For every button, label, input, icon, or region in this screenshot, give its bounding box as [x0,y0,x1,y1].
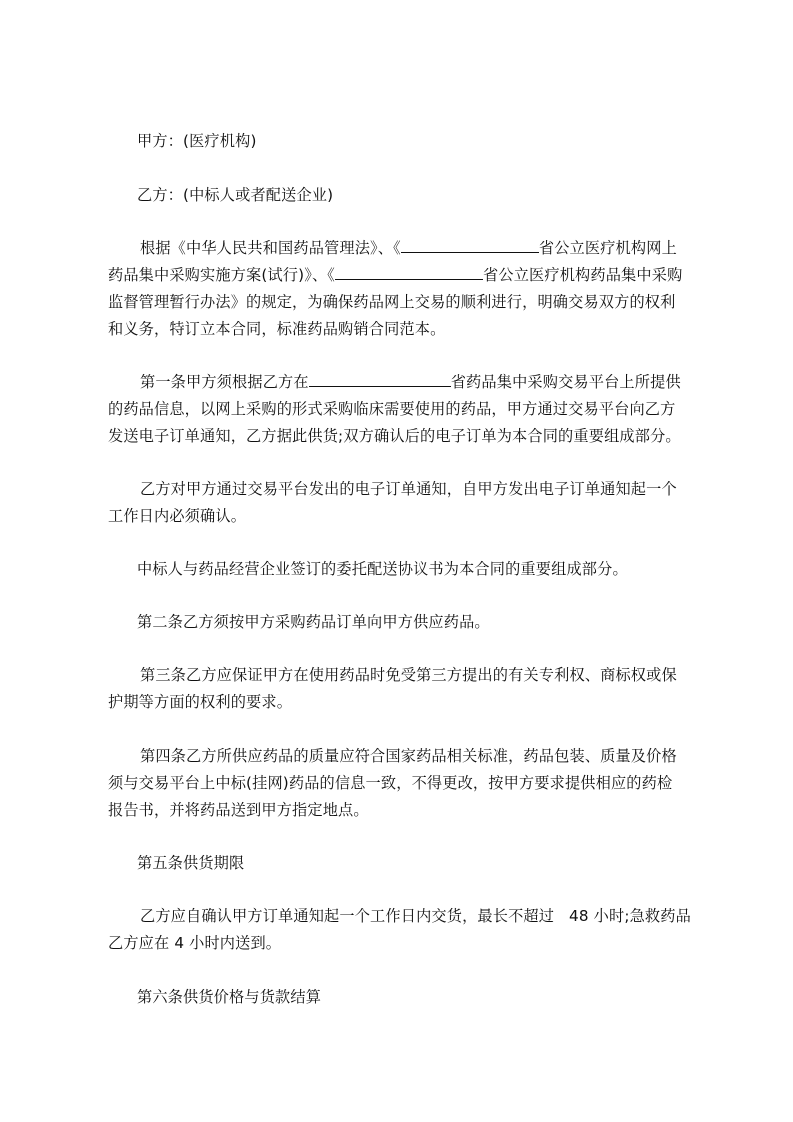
article-4-line-3: 报告书，并将药品送到甲方指定地点。 [108,801,369,819]
preamble-line-4: 和义务，特订立本合同，标准药品购销合同范本。 [108,320,446,338]
party-b: 乙方：(中标人或者配送企业) [137,186,334,204]
blank-province-1 [401,238,539,253]
confirm-line-2: 工作日内必须确认。 [108,507,247,525]
article-1-line-3: 发送电子订单通知，乙方据此供货;双方确认后的电子订单为本合同的重要组成部分。 [108,427,681,445]
article-3-line-2: 护期等方面的权利的要求。 [108,693,293,711]
article-1-line-2: 的药品信息，以网上采购的形式采购临床需要使用的药品，甲方通过交易平台向乙方 [108,400,676,418]
blank-province-3 [309,372,451,387]
article-5-line-2: 乙方应在 4 小时内送到。 [108,934,282,952]
article-3-line-1: 第三条乙方应保证甲方在使用药品时免受第三方提出的有关专利权、商标权或保 [140,666,677,684]
blank-province-2 [335,265,483,280]
preamble-line-1: 根据《中华人民共和国药品管理法》、《 省公立医疗机构网上 [140,239,677,257]
article-5-line-1: 乙方应自确认甲方订单通知起一个工作日内交货，最长不超过 48 小时;急救药品 [140,907,691,925]
confirm-line-1: 乙方对甲方通过交易平台发出的电子订单通知，自甲方发出电子订单通知起一个 [140,480,677,498]
party-a: 甲方：(医疗机构) [137,132,257,150]
preamble-line-2: 药品集中采购实施方案(试行)》、《 省公立医疗机构药品集中采购 [108,266,683,284]
article-6-title: 第六条供货价格与货款结算 [137,988,322,1006]
article-5-title: 第五条供货期限 [137,854,245,872]
preamble-line-3: 监督管理暂行办法》的规定，为确保药品网上交易的顺利进行，明确交易双方的权利 [108,293,676,311]
article-1-line-1: 第一条甲方须根据乙方在 省药品集中采购交易平台上所提供 [140,373,681,391]
article-2: 第二条乙方须按甲方采购药品订单向甲方供应药品。 [137,613,490,631]
agreement-paragraph: 中标人与药品经营企业签订的委托配送协议书为本合同的重要组成部分。 [137,560,628,578]
article-4-line-1: 第四条乙方所供应药品的质量应符合国家药品相关标准，药品包装、质量及价格 [140,747,677,765]
article-4-line-2: 须与交易平台上中标(挂网)药品的信息一致，不得更改，按甲方要求提供相应的药检 [108,774,673,792]
